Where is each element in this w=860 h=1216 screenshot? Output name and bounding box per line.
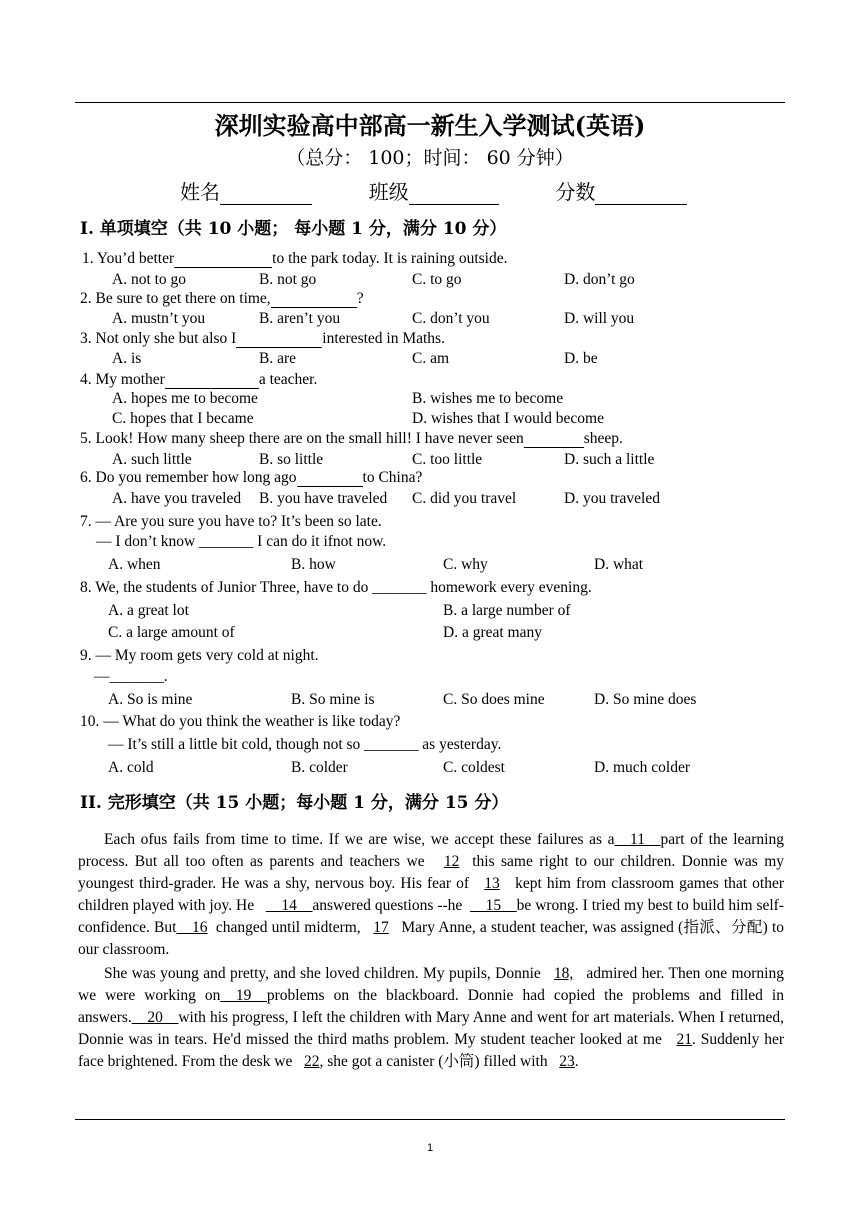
cloze-paragraph-2: She was young and pretty, and she loved children. My pupils, Donnie 18, admired her. Then one morning we were working on__19__problems on the blackboard. Donnie had copied the problems and filled in answers.__20__with his progress, I left the children with Mary Anne and went for art materials. When I returned, Donnie was in tears. He'd missed the third maths problem. My student teacher looked at me 21. Suddenly her face brightened. From the desk we 22, she got a canister (小筒) filled with 23. [78, 965, 784, 1070]
option-d[interactable]: D. be [564, 350, 598, 367]
section-2-heading: II. 完形填空（共 15 小题；每小题 1 分，满分 15 分） [80, 793, 509, 813]
answer-blank[interactable] [174, 252, 272, 268]
option-b[interactable]: B. are [259, 350, 297, 367]
option-a[interactable]: A. cold [108, 759, 154, 776]
cloze-blank[interactable]: __15__ [470, 897, 517, 914]
cloze-blank[interactable]: 13 [484, 875, 500, 892]
class-label: 班级 [368, 180, 409, 204]
question-9-response: —_______. [94, 668, 168, 685]
cloze-blank[interactable]: __19__ [220, 987, 267, 1004]
option-d[interactable]: D. much colder [594, 759, 690, 776]
option-a[interactable]: A. is [112, 350, 142, 367]
option-a[interactable]: A. have you traveled [112, 490, 242, 507]
cloze-blank[interactable]: 21 [676, 1031, 693, 1048]
option-d[interactable]: D. don’t go [564, 271, 635, 288]
option-a[interactable]: A. not to go [112, 271, 187, 288]
question-6: 6. Do you remember how long ago to China? [80, 469, 423, 486]
question-7-response: — I don’t know _______ I can do it ifnot now. [96, 533, 387, 550]
name-blank[interactable] [220, 184, 312, 205]
cloze-blank[interactable]: 23 [559, 1053, 575, 1070]
option-d[interactable]: D. So mine does [594, 691, 697, 708]
question-9: 9. — My room gets very cold at night. [80, 647, 319, 664]
question-2: 2. Be sure to get there on time, ? [80, 290, 364, 307]
question-7: 7. — Are you sure you have to? It’s been so late. [80, 513, 382, 530]
option-d[interactable]: D. will you [564, 310, 635, 327]
option-a[interactable]: A. mustn’t you [112, 310, 206, 327]
option-c[interactable]: C. too little [412, 451, 483, 468]
cloze-blank[interactable]: 22 [303, 1053, 320, 1070]
option-d[interactable]: D. what [594, 556, 644, 573]
option-c[interactable]: C. don’t you [412, 310, 490, 327]
class-blank[interactable] [409, 184, 499, 205]
option-d[interactable]: D. such a little [564, 451, 655, 468]
student-info-fields [180, 176, 687, 205]
option-d[interactable]: D. wishes that I would become [412, 410, 604, 427]
header-rule [75, 102, 785, 103]
option-b[interactable]: B. not go [259, 271, 317, 288]
question-8: 8. We, the students of Junior Three, have to do _______ homework every evening. [80, 579, 592, 596]
cloze-blank[interactable]: __11__ [614, 831, 661, 848]
question-3: 3. Not only she but also I interested in Maths. [80, 330, 445, 347]
cloze-blank[interactable]: 18, [553, 965, 574, 982]
option-b[interactable]: B. how [291, 556, 336, 573]
option-c[interactable]: C. a large amount of [108, 624, 235, 641]
option-d[interactable]: D. a great many [443, 624, 542, 641]
option-a[interactable]: A. a great lot [108, 602, 189, 619]
cloze-blank[interactable]: __20__ [131, 1009, 179, 1026]
answer-blank[interactable] [524, 432, 584, 448]
option-c[interactable]: C. to go [412, 271, 462, 288]
option-c[interactable]: C. hopes that I became [112, 410, 254, 427]
question-1: 1. You’d better to the park today. It is raining outside. [82, 250, 508, 267]
option-b[interactable]: B. a large number of [443, 602, 571, 619]
answer-blank[interactable] [236, 332, 322, 348]
answer-blank[interactable] [297, 471, 363, 487]
answer-blank[interactable] [165, 373, 259, 389]
option-c[interactable]: C. coldest [443, 759, 505, 776]
option-b[interactable]: B. So mine is [291, 691, 375, 708]
section-1-heading: I. 单项填空（共 10 小题； 每小题 1 分，满分 10 分） [80, 219, 507, 239]
question-10: 10. — What do you think the weather is like today? [80, 713, 401, 730]
option-d[interactable]: D. you traveled [564, 490, 660, 507]
option-c[interactable]: C. did you travel [412, 490, 517, 507]
cloze-blank[interactable]: 17 [373, 919, 389, 936]
option-c[interactable]: C. why [443, 556, 488, 573]
option-a[interactable]: A. when [108, 556, 161, 573]
option-a[interactable]: A. So is mine [108, 691, 193, 708]
question-10-response: — It’s still a little bit cold, though not so _______ as yesterday. [108, 736, 502, 753]
page-number: 1 [426, 1142, 434, 1154]
option-c[interactable]: C. So does mine [443, 691, 545, 708]
document-title: 深圳实验高中部高一新生入学测试(英语) [214, 111, 646, 140]
cloze-blank[interactable]: __14__ [265, 897, 313, 914]
cloze-blank[interactable]: __16 [176, 919, 208, 936]
option-b[interactable]: B. wishes me to become [412, 390, 564, 407]
option-b[interactable]: B. so little [259, 451, 324, 468]
option-c[interactable]: C. am [412, 350, 450, 367]
score-blank[interactable] [595, 184, 687, 205]
option-a[interactable]: A. such little [112, 451, 192, 468]
option-b[interactable]: B. aren’t you [259, 310, 341, 327]
question-4: 4. My mother a teacher. [80, 371, 318, 388]
cloze-blank[interactable]: 12 [443, 853, 460, 870]
option-b[interactable]: B. colder [291, 759, 348, 776]
question-5: 5. Look! How many sheep there are on the small hill! I have never seen sheep. [80, 430, 623, 447]
footer-rule [75, 1119, 785, 1120]
document-subtitle: （总分： 100；时间： 60 分钟） [286, 147, 574, 169]
score-label: 分数 [555, 180, 596, 204]
name-label: 姓名 [180, 180, 220, 204]
cloze-paragraph-1: Each ofus fails from time to time. If we are wise, we accept these failures as a__11__part of the learning process. But all too often as parents and teachers we 12 this same right to our children. Donnie was my youngest third-grader. He was a shy, nervous boy. His fear of 13 kept him from classroom games that other children played with joy. He __14__answered questions --he __15__be wrong. I tried my best to build him self-confidence. But__16 changed until midterm, 17 Mary Anne, a student teacher, was assigned (指派、分配) to our classroom. [78, 831, 785, 958]
option-a[interactable]: A. hopes me to become [112, 390, 258, 407]
option-b[interactable]: B. you have traveled [259, 490, 388, 507]
answer-blank[interactable] [271, 292, 357, 308]
